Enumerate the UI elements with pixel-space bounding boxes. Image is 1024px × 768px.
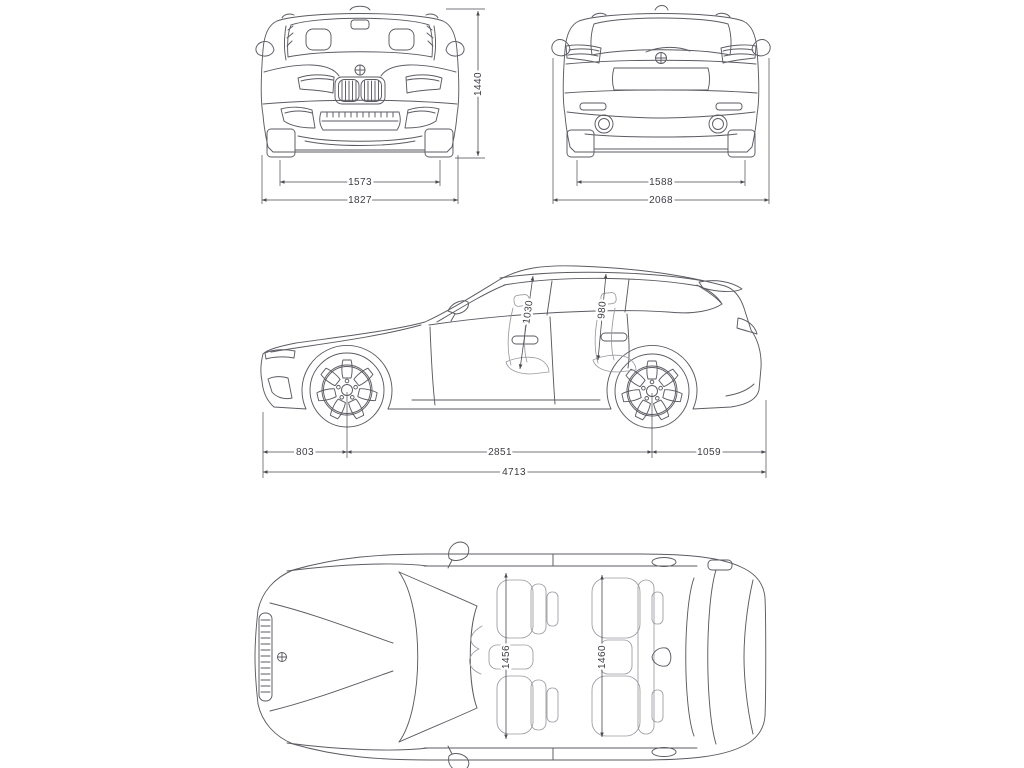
headrest-left bbox=[306, 29, 331, 50]
dim-wheelbase: 2851 bbox=[488, 447, 512, 458]
top-antenna bbox=[652, 648, 671, 666]
rear-bumper bbox=[565, 90, 757, 137]
dim-height: 1440 bbox=[473, 72, 484, 96]
dim-rear-overhang: 1059 bbox=[697, 447, 721, 458]
rear-view bbox=[552, 6, 770, 207]
reflector-left bbox=[580, 103, 606, 110]
top-mirror-upper bbox=[448, 542, 469, 568]
reflector-right bbox=[716, 103, 742, 110]
headlight-left bbox=[298, 75, 334, 93]
side-rear-details bbox=[726, 318, 757, 396]
side-body-outline bbox=[261, 266, 761, 409]
dim-length: 4713 bbox=[502, 467, 526, 478]
dim-headroom-rear: 980 bbox=[596, 300, 609, 320]
dim-front-width: 1827 bbox=[348, 195, 372, 206]
roof-antenna bbox=[350, 6, 370, 10]
dim-headroom-front: 1030 bbox=[521, 299, 536, 325]
front-wheels bbox=[267, 129, 453, 157]
license-plate-recess bbox=[613, 68, 710, 90]
bmw-roundel-icon bbox=[355, 65, 365, 75]
dim-front-overhang: 803 bbox=[296, 447, 314, 458]
top-hood-lines bbox=[270, 564, 428, 750]
front-center-intake bbox=[320, 112, 401, 130]
front-windshield bbox=[285, 18, 436, 60]
dim-front-track: 1573 bbox=[348, 177, 372, 188]
top-roof-edges bbox=[424, 554, 697, 760]
rear-dimensions bbox=[553, 58, 769, 206]
dim-interior-width-front: 1456 bbox=[501, 645, 512, 669]
side-front-details bbox=[265, 325, 421, 399]
top-front-grille bbox=[259, 613, 272, 701]
rear-window bbox=[591, 18, 731, 55]
roof-rail bbox=[500, 272, 704, 281]
rearview-mirror bbox=[351, 20, 369, 29]
side-glasshouse bbox=[429, 278, 722, 325]
top-view bbox=[255, 542, 766, 768]
top-roundel-icon bbox=[278, 653, 287, 662]
top-mirror-lower bbox=[448, 746, 469, 768]
sharkfin-antenna bbox=[655, 6, 668, 11]
dim-interior-width-rear: 1460 bbox=[597, 645, 608, 669]
headrest-right bbox=[389, 29, 414, 50]
side-doors bbox=[412, 314, 629, 405]
dim-rear-width-mirrors: 2068 bbox=[649, 195, 673, 206]
door-handle-front bbox=[512, 336, 538, 344]
side-view bbox=[261, 266, 766, 478]
dim-rear-track: 1588 bbox=[649, 177, 673, 188]
front-mirrors bbox=[256, 41, 464, 56]
tailgate bbox=[566, 60, 756, 90]
headlight-right bbox=[406, 75, 442, 93]
top-rear-window bbox=[686, 560, 753, 744]
rear-wheels bbox=[567, 130, 755, 157]
front-lower-lip bbox=[298, 136, 422, 146]
front-dimensions bbox=[262, 9, 485, 206]
front-view bbox=[256, 6, 485, 206]
door-handle-rear bbox=[601, 333, 627, 341]
top-front-seats bbox=[489, 580, 558, 734]
front-side-intakes bbox=[281, 107, 439, 128]
rear-roundel-icon bbox=[656, 53, 667, 64]
top-windshield bbox=[399, 572, 477, 742]
